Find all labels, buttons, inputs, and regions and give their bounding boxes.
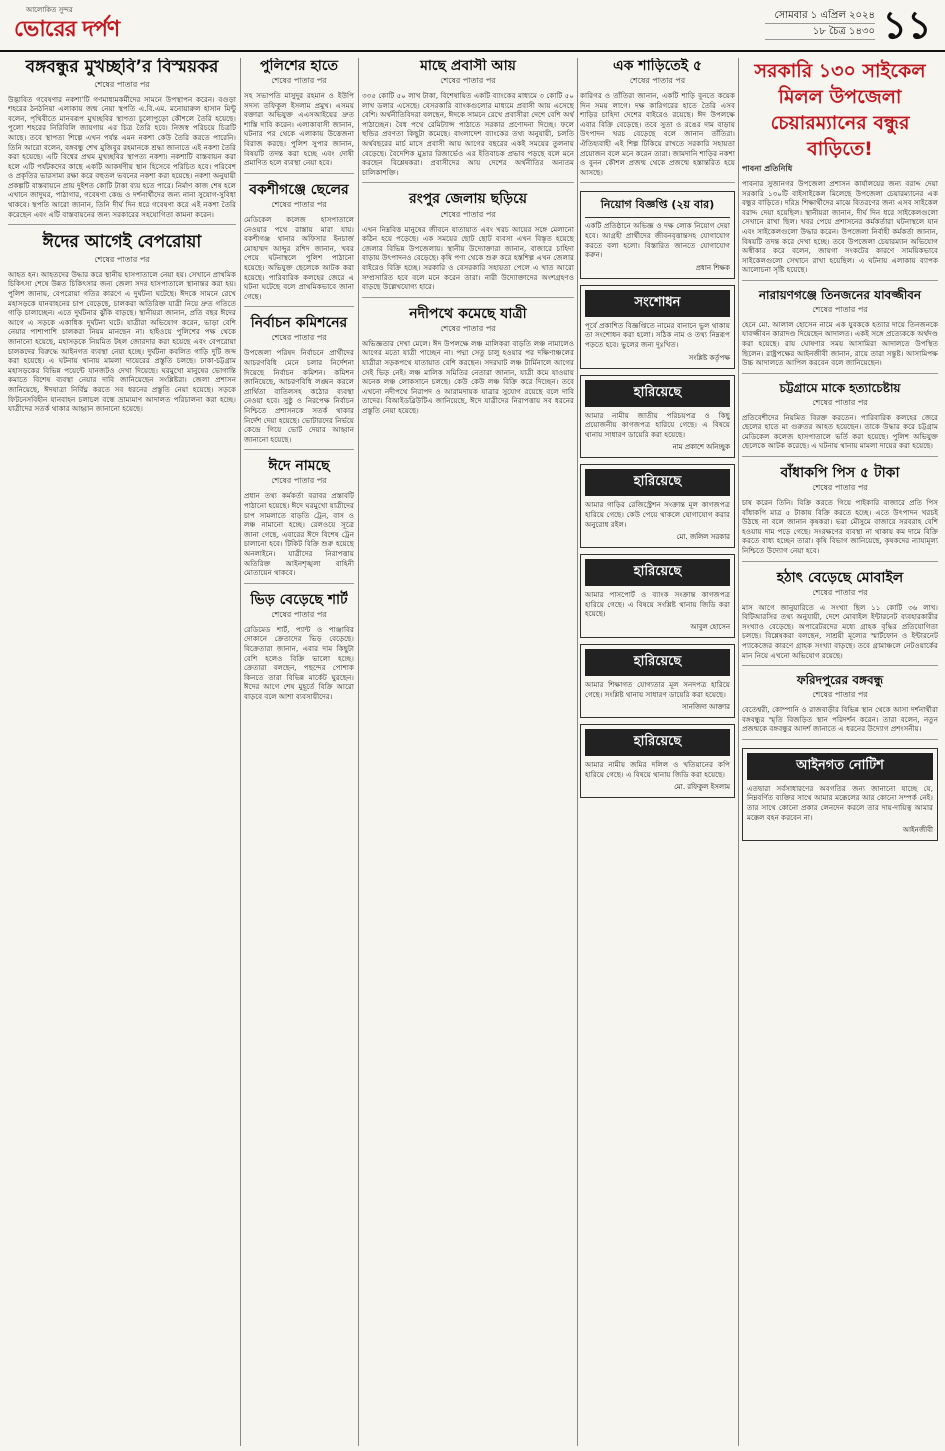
article-jump: শেষের পাতার পর bbox=[271, 333, 327, 343]
article-election-commission bbox=[244, 315, 354, 450]
article-jump: শেষের পাতার পর bbox=[440, 76, 496, 86]
article-body: সহ সভাপতি মাসুদুর রহমান ও ইউপি সদস্য তফিকুল ইসলাম প্রমুখ। এসময় বক্তারা অভিযুক্ত এএসআইয়ের দ্রুত শাস্তি দাবি করেন। এলাকাবাসী জানান, ঘটনার পর থেকে এলাকায় উত্তেজনা বিরাজ করছে। পুলিশ সুপার জানান, বিষয়টি তদন্ত করা হচ্ছে এবং দোষী প্রমাণিত হলে ব্যবস্থা নেয়া হবে। bbox=[244, 91, 354, 168]
article-headline: ফরিদপুরের বঙ্গবন্ধু bbox=[796, 673, 884, 688]
article-headline: বঙ্গবন্ধুর মুখচ্ছবি’র বিস্ময়কর bbox=[25, 58, 219, 77]
notice-body: আমার শিক্ষাগত যোগ্যতার মূল সনদপত্র হারিয়ে গেছে। সংশ্লিষ্ট থানায় সাধারণ ডায়েরি করা হয়েছে। bbox=[585, 679, 730, 699]
column-rule bbox=[738, 58, 739, 1446]
article-jump: শেষের পাতার পর bbox=[629, 76, 686, 86]
notice-body: পূর্বে প্রকাশিত বিজ্ঞপ্তিতে নামের বানানে ভুল থাকায় তা সংশোধন করা হলো। সঠিক নাম ও তথ্য নিম্নরূপ পড়তে হবে। ভুলের জন্য দুঃখিত। bbox=[585, 320, 730, 349]
article-jump: শেষের পাতার পর bbox=[271, 609, 327, 619]
article-headline: নির্বাচন কমিশনের bbox=[250, 315, 348, 332]
article-bakshiganj bbox=[244, 182, 354, 307]
article-body: মেডিকেল কলেজ হাসপাতালে নেওয়ার পথে রাস্তায় মারা যায়। বকশীগঞ্জ থানার অফিসার ইনচার্জ মোহাম্মদ আব্দুর রশিদ জানান, খবর পেয়ে ঘটনাস্থলে পুলিশ পাঠানো হয়েছে। অভিযুক্ত ছেলেকে আটক করা হয়েছে। পারিবারিক কলহের জেরে এ ঘটনা ঘটেছে বলে প্রাথমিকভাবে জানা গেছে। bbox=[244, 214, 354, 301]
article-body: মাস আগে জানুয়ারিতে এ সংখ্যা ছিল ১১ কোটি ৩৬ লাখ। বিটিআরসির তথ্য অনুযায়ী, দেশে মোবাইল ইন্টারনেট ব্যবহারকারীর সংখ্যাও বেড়েছে। অপারেটরদের মধ্যে গ্রাহক বৃদ্ধির প্রতিযোগিতা চলছে। বিশ্লেষকরা বলছেন, সাশ্রয়ী মূল্যের স্মার্টফোন ও ইন্টারনেট প্যাকেজের কারণে গ্রাহক সংখ্যা বাড়ছে। তবে গ্রামাঞ্চলে নেটওয়ার্কের মান নিয়ে এখনো অভিযোগ রয়েছে। bbox=[742, 602, 938, 660]
column-3 bbox=[362, 58, 574, 1446]
column-rule bbox=[358, 58, 359, 1446]
article-headline: পুলিশের হাতে bbox=[260, 58, 338, 74]
date-bengali: ১৮ চৈত্র ১৪৩০ bbox=[765, 24, 875, 40]
article-body: পাবনার সুজানগর উপজেলা প্রশাসন কার্যালয়ের জন্য বরাদ্দ দেয়া সরকারি ১৩০টি বাইসাইকেল মিলেছে উপজেলা চেয়ারম্যানের এক বন্ধুর বাড়িতে। দরিদ্র শিক্ষার্থীদের মাঝে বিতরণের জন্য এসব সাইকেল বরাদ্দ দেয়া হয়েছিল। স্থানীয়রা জানান, দীর্ঘ দিন ধরে সাইকেলগুলো সেখানে রাখা ছিল। খবর পেয়ে প্রশাসনের কর্মকর্তারা ঘটনাস্থলে যান এবং সাইকেলগুলো উদ্ধার করেন। উপজেলা নির্বাহী কর্মকর্তা জানান, বিষয়টি তদন্ত করে দেখা হচ্ছে। তবে উপজেলা চেয়ারম্যান অভিযোগ অস্বীকার করে বলেন, জায়গা সংকটের কারণে সাময়িকভাবে সাইকেলগুলো সেখানে রাখা হয়েছিল। এ ঘটনায় এলাকায় ব্যাপক আলোচনা সৃষ্টি হয়েছে। bbox=[742, 179, 938, 275]
article-faridpur bbox=[742, 674, 938, 740]
notice-signature: সংশ্লিষ্ট কর্তৃপক্ষ bbox=[688, 353, 730, 362]
article-body: অভিজ্ঞতার দেখা মেলে। ঈদ উপলক্ষে লঞ্চ মালিকরা বাড়তি লঞ্চ নামালেও আগের মতো যাত্রী পাচ্ছেন না। পদ্মা সেতু চালু হওয়ার পর দক্ষিণাঞ্চলের যাত্রীরা সড়কপথে যাতায়াত বেশি করছেন। সদরঘাট লঞ্চ টার্মিনালে আগের সেই ভিড় নেই। লঞ্চ মালিক সমিতির নেতারা জানান, যাত্রী কমে যাওয়ায় অনেক লঞ্চ লোকসানে চলছে। কেউ কেউ লঞ্চ বিক্রি করে দিচ্ছেন। তবে এখনো নদীপথে নিরাপদ ও আরামদায়ক যাত্রার সুযোগ রয়েছে বলে দাবি তাদের। বিআইডব্লিউটিএ জানিয়েছে, ঈদে যাত্রীদের নিরাপত্তায় সব ধরনের প্রস্তুতি নেয়া হয়েছে। bbox=[362, 338, 574, 415]
article-police-hands bbox=[244, 58, 354, 174]
article-headline: এক শাড়িতেই ৫ bbox=[612, 58, 703, 74]
notice-legal bbox=[742, 748, 938, 841]
article-jump: শেষের পাতার পর bbox=[812, 482, 868, 492]
article-jump: শেষের পাতার পর bbox=[94, 254, 150, 264]
notice-body: আমার গাড়ির রেজিস্ট্রেশন সংক্রান্ত মূল কাগজপত্র হারিয়ে গেছে। কেউ পেয়ে থাকলে যোগাযোগ করার অনুরোধ রইল। bbox=[585, 500, 730, 529]
notice-body: আমার নামীয় জাতীয় পরিচয়পত্র ও কিছু প্রয়োজনীয় কাগজপত্র হারিয়ে গেছে। এ বিষয়ে থানায় সাধারণ ডায়েরি করা হয়েছে। bbox=[585, 410, 730, 439]
column-rule bbox=[577, 58, 578, 1446]
article-body: উদ্ভাবিত গবেষণার নকশা’টি গণমাধ্যমকর্মীদের সামনে উপস্থাপন করেন। বগুড়া শহরের ঠনঠনিয়া এলাকায় জন্ম নেয়া স্থপতি এ.বি.এম. মনোয়ারুল হাসান মিন্টু বলেন, পৃথিবীতে মানবরূপ মুখচ্ছবির স্থাপত্য চুলোপুড়ো কৌশলে তৈরি হয়েছে। পুলো শহরের নিরিবিলি জায়গায় এর চিত্র তৈরি হবে। নিজস্ব পরিচয়ে চিত্রটি আছে। তবে স্থাপত্য শিল্পে এখন পর্যন্ত এমন নকশা কেউ তৈরি করতে পারেনি। তিনি আরো বলেন, বঙ্গবন্ধু শেখ মুজিবুর রহমানকে শ্রদ্ধা জানাতে এই নকশা তৈরি করা হয়েছে। এটি বিশ্বের প্রথম মুখচ্ছবির স্থাপত্য নকশা। নকশাটি বাস্তবায়ন করা হলে এটি পর্যটকদের কাছে একটি আকর্ষণীয় স্থান হিসেবে পরিচিত হবে। পরিবেশ ও প্রকৃতির ভারসাম্য রক্ষা করে বহুতল ভবনের নকশা করা হয়েছে। নকশা অনুযায়ী প্রকল্পটি বাস্তবায়নে প্রায় দুইশত কোটি টাকা ব্যয় হতে পারে। নির্মাণ কাজ শেষ হলে এখানে জাদুঘর, পাঠাগার, গবেষণা কেন্দ্র ও দর্শনার্থীদের জন্য নানা সুযোগ-সুবিধা থাকবে। স্থপতি আরো জানান, তিনি দীর্ঘ দিন ধরে গবেষণা করে এই নকশা তৈরি করেছেন এবং এটি বাস্তবায়নের জন্য সরকারের সহযোগিতা কামনা করেন। bbox=[8, 94, 236, 219]
article-eid-reckless bbox=[8, 233, 236, 418]
notice-lost bbox=[580, 464, 735, 548]
notice-title: সংশোধন bbox=[585, 290, 730, 317]
masthead bbox=[0, 0, 945, 52]
article-jump: শেষের পাতার পর bbox=[271, 476, 327, 486]
column-5 bbox=[742, 58, 938, 1446]
article-jump: শেষের পাতার পর bbox=[271, 76, 327, 86]
article-body: হেনে মো. আলাল হোসেন নামে এক যুবককে হত্যার দায়ে তিনজনকে যাবজ্জীবন কারাদণ্ড দিয়েছেন আদালত। একই সঙ্গে প্রত্যেককে অর্থদণ্ড করা হয়েছে। রায় ঘোষণার সময় আসামিরা আদালতে উপস্থিত ছিলেন। রাষ্ট্রপক্ষের আইনজীবী জানান, রায়ে তারা সন্তুষ্ট। আসামিপক্ষ উচ্চ আদালতে আপিল করবেন বলে জানিয়েছেন। bbox=[742, 319, 938, 368]
article-one-saree bbox=[580, 58, 735, 183]
column-rule bbox=[240, 58, 241, 1446]
notice-signature: আইনজীবী bbox=[902, 826, 933, 835]
notice-body: আমার নামীয় জমির দলিল ও খতিয়ানের কপি হারিয়ে গেছে। এ বিষয়ে থানায় জিডি করা হয়েছে। bbox=[585, 760, 730, 779]
notice-body: একটি প্রতিষ্ঠানে অভিজ্ঞ ও দক্ষ লোক নিয়োগ দেয়া হবে। আগ্রহী প্রার্থীদের জীবনবৃত্তান্তসহ যোগাযোগ করতে বলা হলো। বিস্তারিত জানতে যোগাযোগ করুন। bbox=[585, 221, 730, 260]
article-body: প্রতিবেশীদের নিয়মিত বিরক্ত করতেন। পারিবারিক কলহের জেরে ছেলের হাতে মা গুরুতর আহত হয়েছেন। তাকে উদ্ধার করে চট্টগ্রাম মেডিকেল কলেজ হাসপাতালে ভর্তি করা হয়েছে। পুলিশ অভিযুক্ত ছেলেকে আটক করেছে। এ ঘটনায় থানায় মামলা দায়ের করা হয়েছে। bbox=[742, 412, 938, 451]
article-body: কারিগর ও তাঁতিরা জানান, একটি শাড়ি বুনতে কয়েক দিন সময় লাগে। দক্ষ কারিগরের হাতে তৈরি এসব শাড়ির চাহিদা দেশের বাইরেও রয়েছে। ঈদ উপলক্ষে এবার বিক্রি বেড়েছে। তবে সুতা ও রঙের দাম বাড়ায় উৎপাদন খরচ বেড়েছে বলে জানান তাঁতিরা। ঐতিহ্যবাহী এই শিল্প টিকিয়ে রাখতে সরকারি সহায়তা প্রয়োজন বলে মনে করেন তারা। জামদানি শাড়ির নকশা ও বুনন কৌশল প্রজন্ম থেকে প্রজন্মে হস্তান্তরিত হয়ে আসছে। bbox=[580, 91, 735, 177]
notice-lost bbox=[580, 554, 735, 638]
column-4 bbox=[580, 58, 735, 1446]
article-shirt-crowd bbox=[244, 592, 354, 707]
article-body: বেতেশ্বরী, কোম্পানি ও রাজবাড়ীর বিভিন্ন স্থান থেকে আসা দর্শনার্থীরা বঙ্গবন্ধুর স্মৃতি বিজড়িত স্থান পরিদর্শন করেন। তারা বলেন, নতুন প্রজন্মকে বঙ্গবন্ধুর আদর্শ জানাতে এ ধরনের উদ্যোগ প্রশংসনীয়। bbox=[742, 704, 938, 734]
article-body: রেডিমেড শার্ট, প্যান্ট ও পাঞ্জাবির দোকানে ক্রেতাদের ভিড় বেড়েছে। বিক্রেতারা জানান, এবার দাম কিছুটা বেশি হলেও বিক্রি ভালো হচ্ছে। ক্রেতারা বলছেন, পছন্দের পোশাক কিনতে তারা বিভিন্ন মার্কেট ঘুরছেন। ঈদের আগে শেষ মুহূর্তে বিক্রি আরো বাড়বে বলে আশা ব্যবসায়ীদের। bbox=[244, 624, 354, 701]
notice-signature: সানজিদা আক্তার bbox=[682, 703, 730, 712]
article-rangpur bbox=[362, 191, 574, 297]
column-2 bbox=[244, 58, 354, 1446]
page-number: ১১ bbox=[882, 3, 932, 47]
notice-lost bbox=[580, 375, 735, 459]
article-headline: হঠাৎ বেড়েছে মোবাইল bbox=[776, 569, 904, 586]
column-1 bbox=[8, 58, 236, 1446]
article-bangabandhu-face bbox=[8, 58, 236, 225]
article-headline: ঈদের আগেই বেপরোয়া bbox=[42, 232, 202, 253]
notice-body: আমার পাসপোর্ট ও ব্যাংক সংক্রান্ত কাগজপত্র হারিয়ে গেছে। এ বিষয়ে সংশ্লিষ্ট থানায় জিডি করা হয়েছে। bbox=[585, 590, 730, 619]
article-jump: শেষের পাতার পর bbox=[94, 79, 150, 89]
notice-recruitment bbox=[580, 191, 735, 278]
article-headline: বাঁধাকপি পিস ৫ টাকা bbox=[780, 464, 900, 481]
article-body: চাষ করেন তিনি। বিক্রি করতে গিয়ে পাইকারি বাজারে প্রতি পিস বাঁধাকপি মাত্র ৫ টাকায় বিক্রি করতে হচ্ছে। এতে উৎপাদন খরচই উঠছে না বলে জানান কৃষকরা। ভরা মৌসুমে বাজারে সরবরাহ বেশি হওয়ায় দাম পড়ে গেছে। সংরক্ষণের ব্যবস্থা না থাকায় কম দামে বিক্রি করতে বাধ্য হচ্ছেন তারা। কৃষি বিভাগ জানিয়েছে, কৃষকদের ন্যায্যমূল্য নিশ্চিতে উদ্যোগ নেয়া হবে। bbox=[742, 497, 938, 555]
notice-lost bbox=[580, 644, 735, 718]
article-headline: নদীপথে কমেছে যাত্রী bbox=[409, 305, 527, 322]
newspaper-logo bbox=[14, 4, 124, 48]
notice-title: হারিয়েছে bbox=[585, 559, 730, 586]
article-headline: বকশীগঞ্জে ছেলের bbox=[249, 181, 349, 198]
article-eid-launch bbox=[244, 458, 354, 583]
article-river-passengers bbox=[362, 306, 574, 421]
article-jump: শেষের পাতার পর bbox=[440, 323, 496, 333]
article-headline: রংপুর জেলায় ছড়িয়ে bbox=[409, 191, 527, 208]
article-byline: পাবনা প্রতিনিধি bbox=[742, 164, 793, 173]
article-headline: নারায়ণগঞ্জে তিনজনের যাবজ্জীবন bbox=[758, 287, 922, 302]
notice-signature: মো. জলিল সরকার bbox=[676, 533, 730, 542]
article-mobile bbox=[742, 570, 938, 667]
notice-title: হারিয়েছে bbox=[585, 469, 730, 496]
notice-body: এতদ্বারা সর্বসাধারণের অবগতির জন্য জানানো যাচ্ছে যে, নিম্নবর্ণিত ব্যক্তির সাথে আমার মক্কেলের আর কোনো সম্পর্ক নেই। তার সাথে কোনো প্রকার লেনদেন করলে তার দায়-দায়িত্ব আমার মক্কেল বহন করবেন না। bbox=[747, 783, 933, 822]
article-body: ৩৩৫ কোটি ৫০ লাখ টাকা, বিশেষায়িত একটি ব্যাংকের মাধ্যমে ৩ কোটি ৫০ লাখ ডলার এসেছে। বেসরকারি ব্যাংকগুলোর মাধ্যমে প্রবাসী আয় এসেছে বেশি। অর্থনীতিবিদরা বলছেন, ঈদকে সামনে রেখে প্রবাসীরা দেশে বেশি অর্থ পাঠাচ্ছেন। বৈধ পথে রেমিট্যান্স পাঠাতে সরকার প্রণোদনা দিচ্ছে। ফলে হুন্ডির প্রবণতা কিছুটা কমেছে। বাংলাদেশ ব্যাংকের তথ্য অনুযায়ী, চলতি অর্থবছরের মার্চ মাসে প্রবাসী আয় আগের বছরের একই সময়ের তুলনায় বেড়েছে। বৈদেশিক মুদ্রার রিজার্ভেও এর ইতিবাচক প্রভাব পড়ছে বলে মনে করছেন বিশ্লেষকরা। প্রবাসীদের আয় দেশের অর্থনীতির অন্যতম চালিকাশক্তি। bbox=[362, 91, 574, 177]
article-headline: ভিড় বেড়েছে শার্ট bbox=[250, 591, 348, 608]
notice-title: আইনগত নোটিশ bbox=[747, 753, 933, 780]
notice-lost bbox=[580, 724, 735, 798]
article-headline: ঈদে নামছে bbox=[268, 458, 330, 475]
article-body: উপজেলা পরিষদ নির্বাচনে প্রার্থীদের আচরণবিধি মেনে চলার নির্দেশনা দিয়েছে নির্বাচন কমিশন। কমিশন জানিয়েছে, আচরণবিধি লঙ্ঘন করলে প্রার্থিতা বাতিলসহ কঠোর ব্যবস্থা নেওয়া হবে। সুষ্ঠু ও নিরপেক্ষ নির্বাচন নিশ্চিতে প্রশাসনকে সতর্ক থাকার নির্দেশ দেয়া হয়েছে। ভোটারদের নির্ভয়ে কেন্দ্রে গিয়ে ভোট দেয়ার আহ্বান জানানো হয়েছে। bbox=[244, 348, 354, 444]
date-english: সোমবার ১ এপ্রিল ২০২৪ bbox=[765, 8, 875, 24]
article-bicycles-banner bbox=[742, 58, 938, 281]
logo-tagline: আলোকিত সুন্দর bbox=[26, 6, 73, 14]
article-jump: শেষের পাতার পর bbox=[812, 397, 868, 407]
newspaper-name: ভোরের দর্পণ bbox=[14, 17, 120, 42]
article-body: আহত হন। আহতদের উদ্ধার করে স্থানীয় হাসপাতালে নেয়া হয়। সেখানে প্রাথমিক চিকিৎসা শেষে উন্নত চিকিৎসার জন্য জেলা সদর হাসপাতালে স্থানান্তর করা হয়। পুলিশ জানায়, বেপরোয়া গতির কারণে এ দুর্ঘটনা ঘটেছে। ঈদকে সামনে রেখে মহাসড়কে যানবাহনের চাপ বেড়েছে, চালকরা অতিরিক্ত যাত্রী নিয়ে দ্রুত গতিতে গাড়ি চালাচ্ছেন। এতে দুর্ঘটনার ঝুঁকি বাড়ছে। স্থানীয়রা জানান, প্রতি বছর ঈদের আগে এ সড়কে একাধিক দুর্ঘটনা ঘটে। যাত্রীরা অভিযোগ করেন, ভাড়া বেশি নেয়ার পাশাপাশি চালকরা নিয়ম মানছেন না। হাইওয়ে পুলিশের পক্ষ থেকে জানানো হয়েছে, মহাসড়কে নিয়মিত টহল জোরদার করা হয়েছে এবং বেপরোয়া চালকদের বিরুদ্ধে আইনগত ব্যবস্থা নেয়া হচ্ছে। দুর্ঘটনা কবলিত গাড়ি দুটি জব্দ করা হয়েছে। এ ঘটনায় থানায় মামলা দায়েরের প্রস্তুতি চলছে। ঢাকা-চট্টগ্রাম মহাসড়কের বিভিন্ন পয়েন্টে যানজটও দেখা দিয়েছে। ঘরমুখো মানুষের ভোগান্তি কমাতে বিশেষ ব্যবস্থা নেয়ার দাবি জানিয়েছেন সংশ্লিষ্টরা। জেলা প্রশাসন জানিয়েছে, ঈদযাত্রা নির্বিঘ্ন করতে সব ধরনের প্রস্তুতি নেয়া হয়েছে। সড়কে ফিটনেসবিহীন যানবাহন চলাচল বন্ধে ভ্রাম্যমাণ আদালত পরিচালনা করা হচ্ছে। যাত্রীদের সতর্ক থাকার আহ্বান জানানো হয়েছে। bbox=[8, 269, 236, 414]
notice-title: নিয়োগ বিজ্ঞপ্তি (২য় বার) bbox=[585, 196, 730, 218]
issue-date bbox=[765, 8, 875, 40]
article-remittance bbox=[362, 58, 574, 183]
notice-signature: প্রধান শিক্ষক bbox=[695, 263, 730, 272]
article-body: প্রধান তথ্য কর্মকর্তা বরাবর প্রস্তাবটি পাঠানো হয়েছে। ঈদে ঘরমুখো যাত্রীদের চাপ সামলাতে বাড়তি ট্রেন, বাস ও লঞ্চ নামানো হচ্ছে। রেলওয়ে সূত্রে জানা গেছে, এবারের ঈদে বিশেষ ট্রেন চালানো হবে। টিকিট বিক্রি শুরু হয়েছে অনলাইনে। যাত্রীদের নিরাপত্তায় অতিরিক্ত আইনশৃঙ্খলা বাহিনী মোতায়েন থাকবে। bbox=[244, 491, 354, 578]
notice-signature: মো. রফিকুল ইসলাম bbox=[674, 783, 730, 792]
notice-title: হারিয়েছে bbox=[585, 649, 730, 676]
article-jump: শেষের পাতার পর bbox=[812, 587, 868, 597]
article-jump: শেষের পাতার পর bbox=[812, 304, 868, 314]
notice-signature: নাম প্রকাশে অনিচ্ছুক bbox=[672, 443, 730, 452]
article-jump: শেষের পাতার পর bbox=[271, 199, 327, 209]
notice-signature: আবুল হোসেন bbox=[690, 622, 730, 631]
article-headline: চট্টগ্রামে মাকে হত্যাচেষ্টায় bbox=[779, 380, 901, 395]
notice-title: হারিয়েছে bbox=[585, 729, 730, 756]
article-cabbage bbox=[742, 465, 938, 562]
article-chattogram bbox=[742, 382, 938, 457]
article-body: এখন নিম্নবিত্ত মানুষের জীবনে যাতায়াত এবং খরচ আয়ের সঙ্গে মেলানো কঠিন হয়ে পড়েছে। এক সময়ের ছোট ছোট ব্যবসা এখন বিস্তৃত হয়েছে জেলার বিভিন্ন উপজেলায়। স্থানীয় উদ্যোক্তারা জানান, বাজারে চাহিদা বাড়ায় উৎপাদনও বেড়েছে। কৃষি পণ্য থেকে শুরু করে হস্তশিল্প এখন জেলার বাইরেও বিক্রি হচ্ছে। সরকারি ও বেসরকারি সহায়তা পেলে এ খাত আরো সম্প্রসারিত হবে বলে মনে করেন তারা। নারী উদ্যোক্তাদের অংশগ্রহণও বাড়ছে উল্লেখযোগ্য হারে। bbox=[362, 224, 574, 292]
notice-title: হারিয়েছে bbox=[585, 380, 730, 407]
article-narayanganj bbox=[742, 289, 938, 374]
notice-correction bbox=[580, 285, 735, 369]
article-jump: শেষের পাতার পর bbox=[812, 689, 868, 699]
article-headline: মাছে প্রবাসী আয় bbox=[420, 58, 516, 74]
article-jump: শেষের পাতার পর bbox=[440, 209, 496, 219]
banner-headline: সরকারি ১৩০ সাইকেল মিলল উপজেলা চেয়ারম্যানের বন্ধুর বাড়িতে! bbox=[754, 60, 926, 160]
